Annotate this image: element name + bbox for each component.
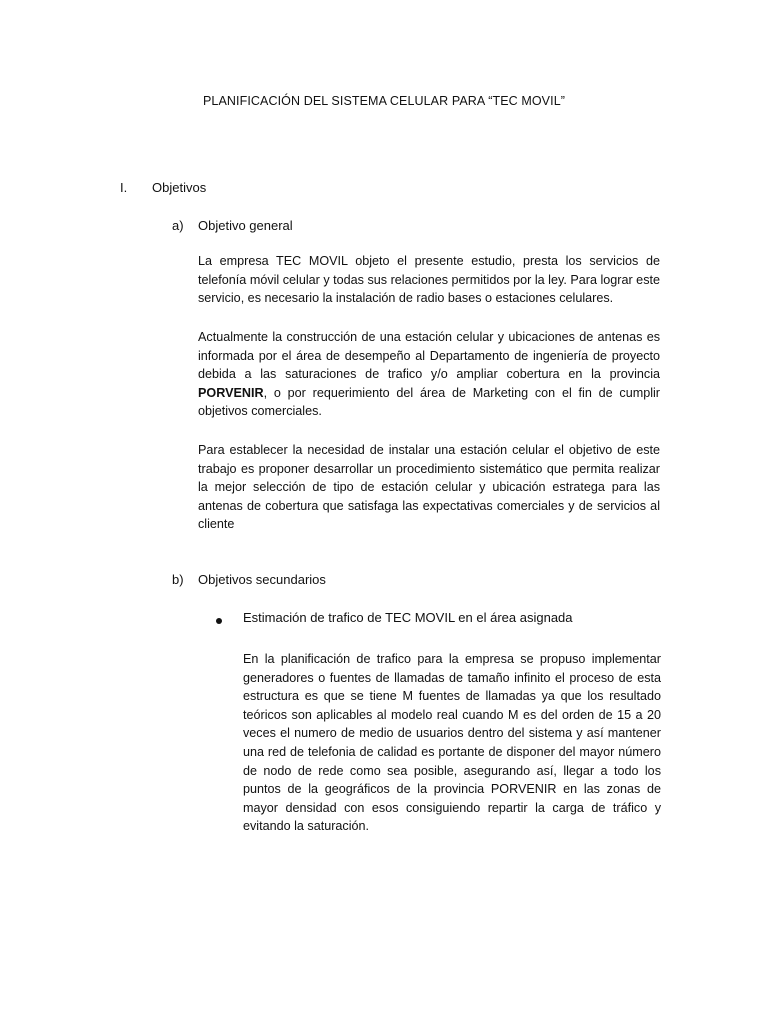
general-paragraph-2-text-a: Actualmente la construcción de una estación celular y ubicaciones de antenas es informada por el área de desempeño al Departamento de ingeniería de proyecto debida a las saturaciones de trafico y/o ampliar cobertura en la provincia <box>198 330 660 382</box>
document-title: PLANIFICACIÓN DEL SISTEMA CELULAR PARA “TEC MOVIL” <box>202 94 566 108</box>
secondary-objectives-marker: b) <box>172 572 184 587</box>
general-paragraph-3: Para establecer la necesidad de instalar una estación celular el objetivo de este trabajo es proponer desarrollar un procedimiento sistemático que permita realizar la mejor selección de tipo de estación celular y ubicación estratega para las antenas de cobertura que satisfaga las expectativas comerciales y de servicios al cliente <box>198 443 660 532</box>
secondary-paragraph-1: En la planificación de trafico para la empresa se propuso implementar generadores o fuentes de llamadas de tamaño infinito el proceso de esta estructura es que se tiene M fuentes de llamadas ya que los resultado teóricos son aplicables al modelo real cuando M es del orden de 15 a 20 veces el numero de medio de usuarios dentro del sistema y así mantener una red de telefonia de calidad es portante de disponer del mayor número de nodo de rede como sea posible, asegurando así, llegar a todo los puntos de la geográficos de la provincia PORVENIR en las zonas de mayor densidad con esos consiguiendo repartir la carga de tráfico y evitando la saturación. <box>243 652 661 834</box>
secondary-objectives-heading: Objetivos secundarios <box>198 572 326 587</box>
section-number: I. <box>120 180 128 195</box>
general-objective-marker: a) <box>172 218 184 233</box>
section-heading: Objetivos <box>152 180 207 195</box>
bullet-icon <box>216 618 222 624</box>
general-paragraph-1: La empresa TEC MOVIL objeto el presente estudio, presta los servicios de telefonía móvil celular y todas sus relaciones permitidos por la ley. Para lograr este servicio, es necesario la instalación de radio bases o estaciones celulares. <box>198 254 660 306</box>
general-paragraph-2 <box>198 328 660 421</box>
general-objective-heading: Objetivo general <box>198 218 293 233</box>
general-paragraph-2-text-b: , o por requerimiento del área de Marketing con el fin de cumplir objetivos comerciales. <box>198 385 660 419</box>
bullet-item-text: Estimación de trafico de TEC MOVIL en el área asignada <box>243 610 573 625</box>
province-name: PORVENIR <box>198 385 264 400</box>
